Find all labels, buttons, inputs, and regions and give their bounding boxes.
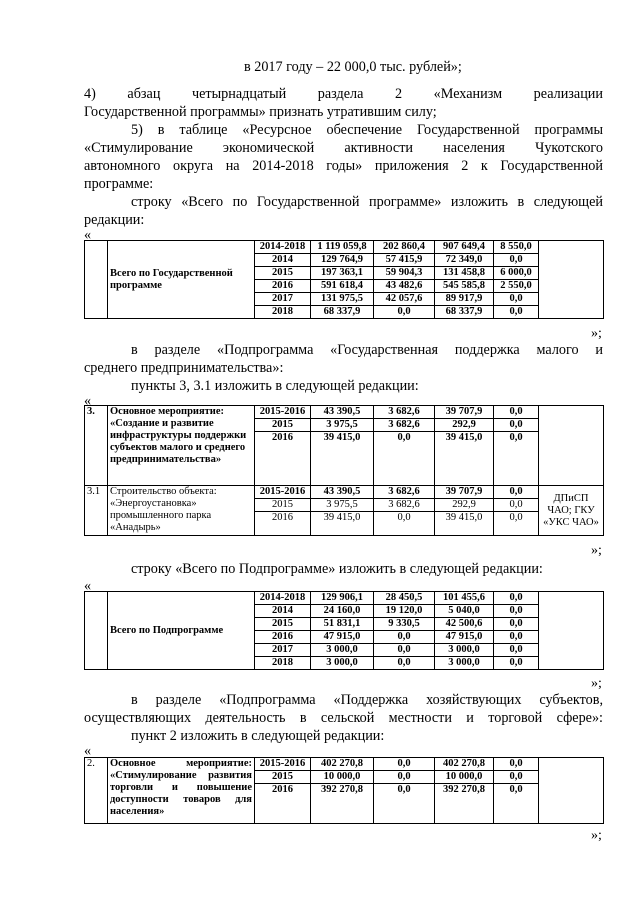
table-cell <box>539 406 604 486</box>
table-cell: 28 450,5 <box>374 592 435 605</box>
table-cell: 0,0 <box>494 306 539 319</box>
table-cell: 0,0 <box>494 644 539 657</box>
table-cell: 0,0 <box>494 512 539 536</box>
table-cell: 68 337,9 <box>311 306 374 319</box>
table-cell: 0,0 <box>494 771 539 784</box>
line-3: Государственной программы» признать утратившим силу; <box>84 104 437 120</box>
table-cell: 202 860,4 <box>374 241 435 254</box>
line-7: программе: <box>84 176 154 192</box>
line-9: редакции: <box>84 212 145 228</box>
line-1: в 2017 году – 22 000,0 тыс. рублей»; <box>244 59 462 75</box>
table-cell: 0,0 <box>374 758 435 771</box>
table-cell: 3 975,5 <box>311 419 374 432</box>
table-cell: 39 707,9 <box>435 406 494 419</box>
table-cell: 2015-2016 <box>255 758 311 771</box>
table-cell: 2015 <box>255 499 311 512</box>
table-cell: 591 618,4 <box>311 280 374 293</box>
table-cell: 0,0 <box>494 419 539 432</box>
table-cell: 0,0 <box>494 406 539 419</box>
table-cell: 0,0 <box>494 293 539 306</box>
table-cell: 0,0 <box>494 605 539 618</box>
table-cell: 3 000,0 <box>311 657 374 670</box>
item-3-label: Основное мероприятие: «Создание и развитие инфраструктуры поддержки субъектов малого и среднего предпринимательства» <box>108 406 255 486</box>
table-cell: 0,0 <box>374 306 435 319</box>
line-2: 4) абзац четырнадцатый раздела 2 «Механизм реализации <box>84 86 603 102</box>
table-cell: 545 585,8 <box>435 280 494 293</box>
table-cell: 0,0 <box>494 784 539 824</box>
table-cell <box>539 758 604 824</box>
table-cell <box>85 592 108 670</box>
table-cell: 402 270,8 <box>435 758 494 771</box>
table-cell: 0,0 <box>374 784 435 824</box>
table-cell: 39 415,0 <box>435 432 494 486</box>
item-2-label: Основное мероприятие: «Стимулирование развития торговли и повышение доступности товаров для населения» <box>108 758 255 824</box>
table-cell: 43 390,5 <box>311 406 374 419</box>
line-10: в разделе «Подпрограмма «Государственная поддержка малого и <box>131 342 603 358</box>
table-cell: 51 831,1 <box>311 618 374 631</box>
table-cell: 2016 <box>255 432 311 486</box>
table-cell: 19 120,0 <box>374 605 435 618</box>
table-cell: 9 330,5 <box>374 618 435 631</box>
table-cell: 0,0 <box>374 657 435 670</box>
table-cell: 2015 <box>255 419 311 432</box>
table-cell: 2014 <box>255 605 311 618</box>
table-cell: 402 270,8 <box>311 758 374 771</box>
table-cell: 3 000,0 <box>435 644 494 657</box>
table-cell: 292,9 <box>435 499 494 512</box>
table-cell: 0,0 <box>374 631 435 644</box>
table-cell: 8 550,0 <box>494 241 539 254</box>
line-5: «Стимулирование экономической активности населения Чукотского <box>84 140 603 156</box>
table-cell: 3 682,6 <box>374 499 435 512</box>
table-cell: 3 975,5 <box>311 499 374 512</box>
table-cell: 129 906,1 <box>311 592 374 605</box>
table-cell: 3 682,6 <box>374 406 435 419</box>
table-cell: 131 975,5 <box>311 293 374 306</box>
table-cell: 3. <box>85 406 108 486</box>
table-cell: 68 337,9 <box>435 306 494 319</box>
table-cell: 89 917,9 <box>435 293 494 306</box>
table-cell: 24 160,0 <box>311 605 374 618</box>
table-total-program <box>84 240 604 319</box>
table-item-2 <box>84 757 604 824</box>
table-cell: 2014-2018 <box>255 241 311 254</box>
open-quote-2: « <box>84 393 92 409</box>
table-cell: 907 649,4 <box>435 241 494 254</box>
table-cell: 2018 <box>255 306 311 319</box>
table-cell: 2017 <box>255 644 311 657</box>
line-16: пункт 2 изложить в следующей редакции: <box>131 728 385 744</box>
table-cell: 59 904,3 <box>374 267 435 280</box>
open-quote-4: « <box>84 743 92 759</box>
close-quote-4: »; <box>591 828 602 843</box>
table-cell: 392 270,8 <box>311 784 374 824</box>
close-quote-3: »; <box>591 676 602 691</box>
table-cell: 2. <box>85 758 108 824</box>
table-cell: 57 415,9 <box>374 254 435 267</box>
table-cell: 3 000,0 <box>435 657 494 670</box>
table-cell: 2015 <box>255 267 311 280</box>
table-cell: 2015 <box>255 771 311 784</box>
table-cell: 2016 <box>255 280 311 293</box>
open-quote-1: « <box>84 227 92 243</box>
table-cell: 43 390,5 <box>311 486 374 499</box>
table-cell: 0,0 <box>374 432 435 486</box>
row-label: Всего по Государственной программе <box>108 241 255 319</box>
table-cell: 0,0 <box>494 592 539 605</box>
table-cell: 5 040,0 <box>435 605 494 618</box>
table-cell: 2017 <box>255 293 311 306</box>
line-13: строку «Всего по Подпрограмме» изложить в следующей редакции: <box>131 561 543 577</box>
line-14: в разделе «Подпрограмма «Поддержка хозяйствующих субъектов, <box>131 692 603 708</box>
table-cell: 3 000,0 <box>311 644 374 657</box>
table-cell: 72 349,0 <box>435 254 494 267</box>
table-cell: 2015 <box>255 618 311 631</box>
table-cell: 10 000,0 <box>435 771 494 784</box>
line-11: среднего предпринимательства»: <box>84 360 284 376</box>
table-cell: 3 682,6 <box>374 419 435 432</box>
line-8: строку «Всего по Государственной программе» изложить в следующей <box>131 194 603 210</box>
table-cell: 2 550,0 <box>494 280 539 293</box>
table-cell: 0,0 <box>494 486 539 499</box>
line-12: пункты 3, 3.1 изложить в следующей редакции: <box>131 378 419 394</box>
table-cell: 39 415,0 <box>311 512 374 536</box>
table-cell: 0,0 <box>494 631 539 644</box>
table-cell: 129 764,9 <box>311 254 374 267</box>
table-cell <box>85 241 108 319</box>
subprogram-label: Всего по Подпрограмме <box>108 592 255 670</box>
table-cell: 2016 <box>255 512 311 536</box>
item-3-1-label: Строительство объекта: «Энергоустановка» промышленного парка «Анадырь» <box>108 486 255 536</box>
table-cell: 0,0 <box>494 254 539 267</box>
table-cell: 39 707,9 <box>435 486 494 499</box>
table-cell: 2014-2018 <box>255 592 311 605</box>
table-cell: 0,0 <box>374 771 435 784</box>
close-quote-1: »; <box>591 326 602 341</box>
line-15: осуществляющих деятельность в сельской местности и торговой сфере»: <box>84 710 603 726</box>
table-cell: 101 455,6 <box>435 592 494 605</box>
table-cell: 10 000,0 <box>311 771 374 784</box>
table-cell: 3 682,6 <box>374 486 435 499</box>
open-quote-3: « <box>84 578 92 594</box>
table-cell: 39 415,0 <box>435 512 494 536</box>
table-cell: 392 270,8 <box>435 784 494 824</box>
table-cell: 0,0 <box>494 432 539 486</box>
table-cell: 197 363,1 <box>311 267 374 280</box>
line-6: автономного округа на 2014-2018 годы» приложения 2 к Государственной <box>84 158 603 174</box>
close-quote-2: »; <box>591 543 602 558</box>
table-cell: 43 482,6 <box>374 280 435 293</box>
table-cell: 3.1 <box>85 486 108 536</box>
table-cell: 0,0 <box>494 618 539 631</box>
table-cell: 292,9 <box>435 419 494 432</box>
table-cell: 47 915,0 <box>311 631 374 644</box>
table-cell: 2016 <box>255 784 311 824</box>
table-cell: 6 000,0 <box>494 267 539 280</box>
line-4: 5) в таблице «Ресурсное обеспечение Государственной программы <box>131 122 603 138</box>
table-cell: 2014 <box>255 254 311 267</box>
table-cell <box>539 592 604 670</box>
table-cell: 131 458,8 <box>435 267 494 280</box>
executor: ДПиСП ЧАО; ГКУ «УКС ЧАО» <box>539 486 604 536</box>
table-cell: 0,0 <box>374 512 435 536</box>
table-cell: 2015-2016 <box>255 486 311 499</box>
table-cell: 0,0 <box>494 758 539 771</box>
table-cell: 0,0 <box>494 499 539 512</box>
table-total-subprogram <box>84 591 604 670</box>
table-cell: 2016 <box>255 631 311 644</box>
table-cell: 2015-2016 <box>255 406 311 419</box>
table-cell: 0,0 <box>494 657 539 670</box>
table-items-3 <box>84 405 604 536</box>
table-cell: 39 415,0 <box>311 432 374 486</box>
table-cell: 0,0 <box>374 644 435 657</box>
table-cell: 42 057,6 <box>374 293 435 306</box>
table-cell: 2018 <box>255 657 311 670</box>
table-cell: 1 119 059,8 <box>311 241 374 254</box>
table-cell <box>539 241 604 319</box>
table-cell: 42 500,6 <box>435 618 494 631</box>
table-cell: 47 915,0 <box>435 631 494 644</box>
